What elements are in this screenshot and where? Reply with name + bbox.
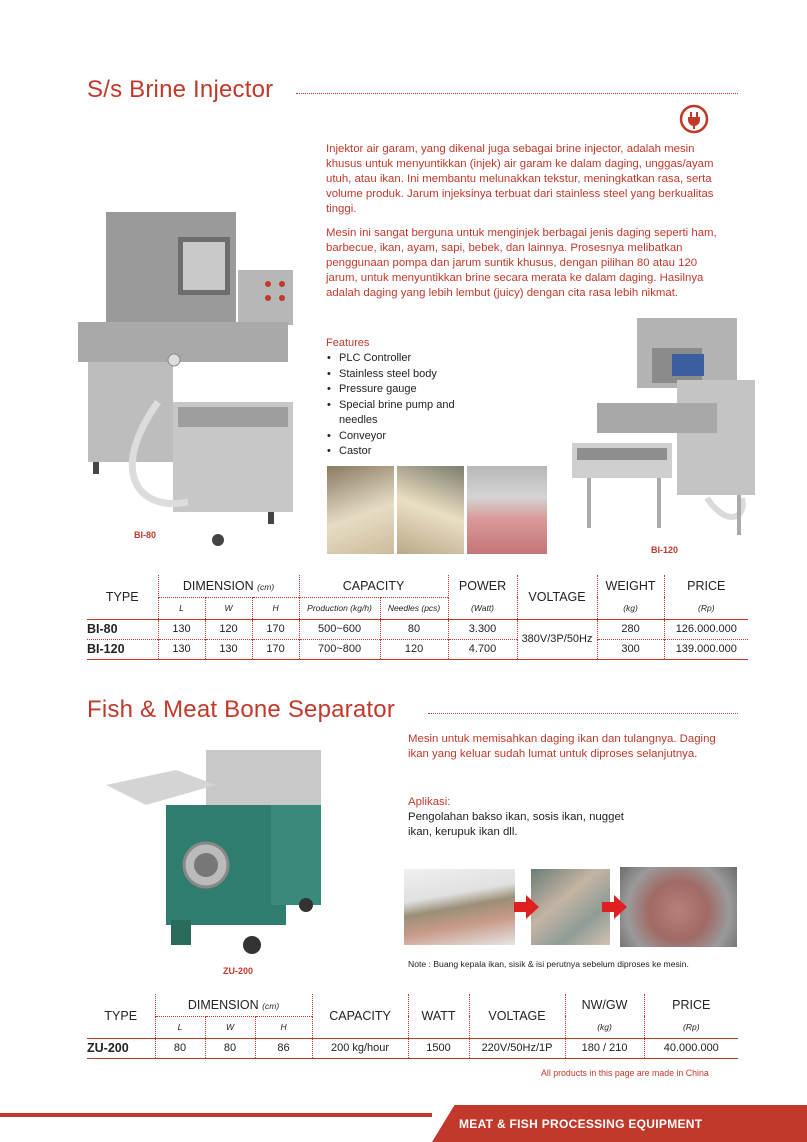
- bi80-machine-image: [78, 212, 303, 547]
- row-nwgw: 180 / 210: [565, 1038, 644, 1058]
- row-power: 3.300: [448, 619, 517, 639]
- row-w: 120: [205, 619, 252, 639]
- col-needles: Needles (pcs): [380, 597, 448, 619]
- row-l: 130: [158, 639, 205, 659]
- col-price-unit: (Rp): [664, 597, 748, 619]
- col-power: POWER: [448, 575, 517, 597]
- fish-description: Mesin untuk memisahkan daging ikan dan tulangnya. Daging ikan yang keluar sudah lumat untuk diproses selanjutnya.: [408, 733, 716, 760]
- row-needles: 80: [380, 619, 448, 639]
- bi120-machine-image: [567, 318, 755, 543]
- col-nwgw-unit: (kg): [565, 1016, 644, 1038]
- row-h: 86: [255, 1038, 312, 1058]
- title-divider: [296, 93, 738, 94]
- features-title: Features: [326, 337, 370, 349]
- bi80-label: BI-80: [134, 530, 157, 540]
- col-production: Production (kg/h): [299, 597, 380, 619]
- col-price: PRICE: [644, 994, 738, 1016]
- col-capacity: CAPACITY: [312, 994, 408, 1038]
- row-production: 500~600: [299, 619, 380, 639]
- row-voltage: 380V/3P/50Hz: [517, 619, 597, 659]
- injected-meat-photo-3: [467, 466, 547, 554]
- dimension-label: DIMENSION: [187, 997, 259, 1012]
- fish-bones-photo: [531, 869, 610, 945]
- row-price: 40.000.000: [644, 1038, 738, 1058]
- footer-title: MEAT & FISH PROCESSING EQUIPMENT: [459, 1117, 703, 1131]
- table-row: [87, 1038, 738, 1058]
- feature-item: • Pressure gauge: [327, 382, 477, 398]
- col-weight: WEIGHT: [597, 575, 664, 597]
- brine-title: S/s Brine Injector: [87, 76, 274, 103]
- table-row: [87, 639, 748, 659]
- feature-item: • Castor: [327, 444, 477, 460]
- injected-meat-photo-2: [397, 466, 464, 554]
- col-price-unit: (Rp): [644, 1016, 738, 1038]
- feature-item: • Conveyor: [327, 429, 477, 445]
- col-nwgw: NW/GW: [565, 994, 644, 1016]
- brine-description-2: Mesin ini sangat berguna untuk menginjek berbagai jenis daging seperti ham, barbecue, ikan, ayam, sapi, bebek, dan lainnya. Prosesnya melibatkan penggunaan pompa dan jarum suntik khusus, dengan pilihan 80 atau 120 jarum, untuk menyuntikkan brine secara merata ke dalam daging. Hasilnya adalah daging yang lebih lembut (juicy) dengan cita rasa lebih nikmat.: [326, 227, 717, 299]
- row-price: 126.000.000: [664, 619, 748, 639]
- col-voltage: VOLTAGE: [517, 575, 597, 619]
- zu200-label: ZU-200: [223, 966, 254, 976]
- col-l: L: [155, 1016, 205, 1038]
- table-row: [87, 619, 748, 639]
- dimension-unit: (cm): [257, 581, 275, 592]
- row-type: BI-80: [87, 622, 118, 636]
- col-w: W: [205, 597, 252, 619]
- row-l: 80: [155, 1038, 205, 1058]
- title-divider: [428, 713, 738, 714]
- row-weight: 300: [597, 639, 664, 659]
- fish-raw-photo: [404, 869, 515, 945]
- zu200-machine-image: [106, 745, 326, 960]
- bi120-label: BI-120: [651, 545, 679, 555]
- plug-icon: [679, 104, 709, 134]
- row-price: 139.000.000: [664, 639, 748, 659]
- footer-line: [0, 1113, 432, 1117]
- col-h: H: [252, 597, 299, 619]
- row-watt: 1500: [408, 1038, 469, 1058]
- col-h: H: [255, 1016, 312, 1038]
- fish-minced-photo: [620, 867, 737, 947]
- row-h: 170: [252, 639, 299, 659]
- features-list: [327, 351, 477, 460]
- col-weight-unit: (kg): [597, 597, 664, 619]
- row-voltage: 220V/50Hz/1P: [469, 1038, 565, 1058]
- row-production: 700~800: [299, 639, 380, 659]
- feature-item: • Special brine pump and needles: [327, 398, 477, 429]
- dimension-label: DIMENSION: [182, 578, 254, 593]
- col-voltage: VOLTAGE: [469, 994, 565, 1038]
- brine-spec-table: [87, 575, 748, 660]
- row-needles: 120: [380, 639, 448, 659]
- fish-title: Fish & Meat Bone Separator: [87, 696, 396, 723]
- feature-item: • PLC Controller: [327, 351, 477, 367]
- fish-note: Note : Buang kepala ikan, sisik & isi perutnya sebelum diproses ke mesin.: [408, 959, 689, 969]
- dimension-unit: (cm): [262, 1000, 280, 1011]
- arrow-right-icon: [602, 893, 628, 921]
- row-w: 80: [205, 1038, 255, 1058]
- col-capacity: CAPACITY: [299, 575, 448, 597]
- aplikasi-title: Aplikasi:: [408, 796, 451, 808]
- arrow-right-icon: [514, 893, 540, 921]
- row-h: 170: [252, 619, 299, 639]
- col-dimension: [158, 575, 299, 597]
- made-in-note: All products in this page are made in China: [541, 1068, 709, 1078]
- col-type: TYPE: [87, 575, 158, 619]
- row-l: 130: [158, 619, 205, 639]
- aplikasi-text: Pengolahan bakso ikan, sosis ikan, nugget ikan, kerupuk ikan dll.: [408, 811, 624, 838]
- col-watt: WATT: [408, 994, 469, 1038]
- col-power-unit: (Watt): [448, 597, 517, 619]
- feature-item: • Stainless steel body: [327, 367, 477, 383]
- brine-description-1: Injektor air garam, yang dikenal juga sebagai brine injector, adalah mesin khusus untuk menyuntikkan (injek) air garam ke dalam daging, unggas/ayam utuh, atau ikan. Ini membantu melunakkan tekstur, meningkatkan rasa, serta volume produk. Jarum injeksinya terbuat dari stainless steel yang berkualitas tinggi.: [326, 143, 714, 215]
- col-w: W: [205, 1016, 255, 1038]
- row-w: 130: [205, 639, 252, 659]
- col-price: PRICE: [664, 575, 748, 597]
- col-dimension: [155, 994, 312, 1016]
- row-weight: 280: [597, 619, 664, 639]
- fish-spec-table: [87, 994, 738, 1059]
- col-type: TYPE: [104, 1008, 138, 1023]
- row-power: 4.700: [448, 639, 517, 659]
- row-capacity: 200 kg/hour: [312, 1038, 408, 1058]
- injected-meat-photo-1: [327, 466, 394, 554]
- row-type: BI-120: [87, 639, 158, 659]
- row-type: ZU-200: [87, 1038, 155, 1058]
- col-l: L: [158, 597, 205, 619]
